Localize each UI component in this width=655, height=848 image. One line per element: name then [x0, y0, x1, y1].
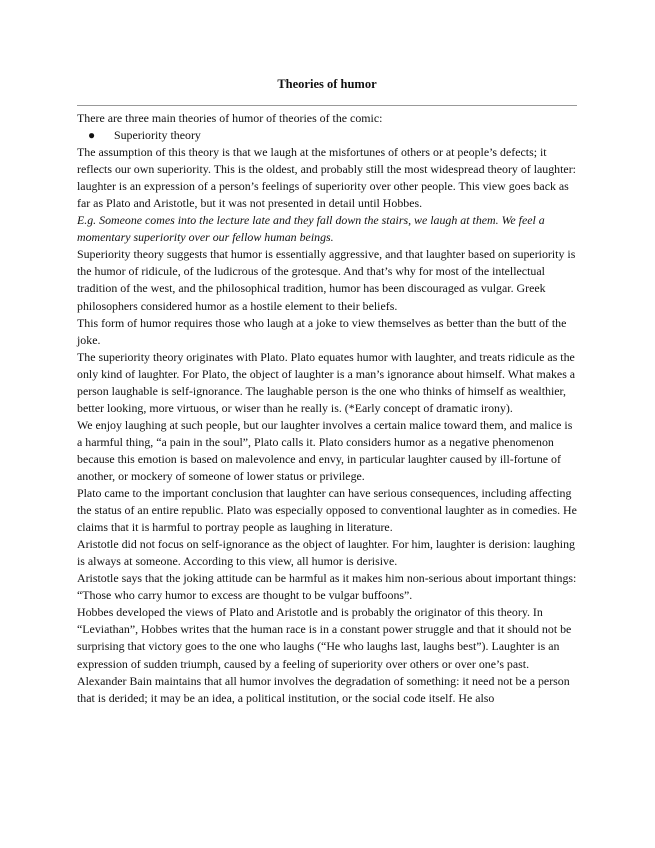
paragraph: The superiority theory originates with Plato. Plato equates humor with laughter, and treats ridicule as the only kind of laughter. For Plato, the object of laughter is a man’s ignorance about himself. What makes a person laughable is self-ignorance. The laughable person is the one who thinks of himself as wealthier, better looking, more virtuous, or wiser than he really is. (*Early concept of dramatic irony).: [77, 349, 576, 415]
paragraph: Alexander Bain maintains that all humor involves the degradation of something: it need not be a person that is derided; it may be an idea, a political institution, or the social code itself. He also: [77, 673, 570, 705]
paragraph: Aristotle says that the joking attitude can be harmful as it makes him non-serious about important things: “Those who carry humor to excess are thought to be vulgar buffoons”.: [77, 571, 577, 603]
paragraph: Aristotle did not focus on self-ignorance as the object of laughter. For him, laughter is derision: laughing is always at someone. According to this view, all humor is derisive.: [77, 537, 575, 569]
document-page: [77, 76, 577, 707]
paragraph: The assumption of this theory is that we laugh at the misfortunes of others or at people’s defects; it reflects our own superiority. This is the oldest, and probably still the most widespread theory of laughter: laughter is an expression of a person’s feelings of superiority over other people. This view goes back as far as Plato and Aristotle, but it was not presented in detail until Hobbes.: [77, 145, 576, 211]
example-paragraph: E.g. Someone comes into the lecture late and they fall down the stairs, we laugh at them. We feel a momentary superiority over our fellow human beings.: [77, 213, 545, 245]
page-title: Theories of humor: [277, 77, 377, 91]
bullet-dot-icon: ●: [88, 128, 96, 143]
paragraph: Superiority theory suggests that humor is essentially aggressive, and that laughter based on superiority is the humor of ridicule, of the ludicrous of the grotesque. And that’s why for most of the intellectual tradition of the west, and the philosophical tradition, humor has been discouraged as vulgar. Greek philosophers considered humor as a hostile element to their beliefs.: [77, 247, 576, 313]
intro-paragraph: There are three main theories of humor of theories of the comic:: [77, 111, 383, 125]
title-divider: [77, 105, 577, 106]
bullet-label: Superiority theory: [114, 128, 201, 143]
paragraph: Plato came to the important conclusion that laughter can have serious consequences, including affecting the status of an entire republic. Plato was especially opposed to conventional laughter as in comedies. He claims that it is harmful to portray people as laughing in literature.: [77, 486, 577, 535]
bullet-item: [77, 127, 577, 144]
paragraph: Hobbes developed the views of Plato and Aristotle and is probably the originator of this theory. In “Leviathan”, Hobbes writes that the human race is in a constant power struggle and that it should not be surprising that victory goes to the one who laughs (“He who laughs last, laughs best”). Laughter is an expression of sudden triumph, caused by a feeling of superiority over others or over one’s past.: [77, 605, 572, 671]
paragraph: We enjoy laughing at such people, but our laughter involves a certain malice toward them, and malice is a harmful thing, “a pain in the soul”, Plato calls it. Plato considers humor as a negative phenomenon because this emotion is based on malevolence and envy, in particular laughter caused by ill-fortune of another, or mockery of someone of lower status or privilege.: [77, 417, 573, 483]
paragraph: This form of humor requires those who laugh at a joke to view themselves as better than the butt of the joke.: [77, 315, 567, 347]
